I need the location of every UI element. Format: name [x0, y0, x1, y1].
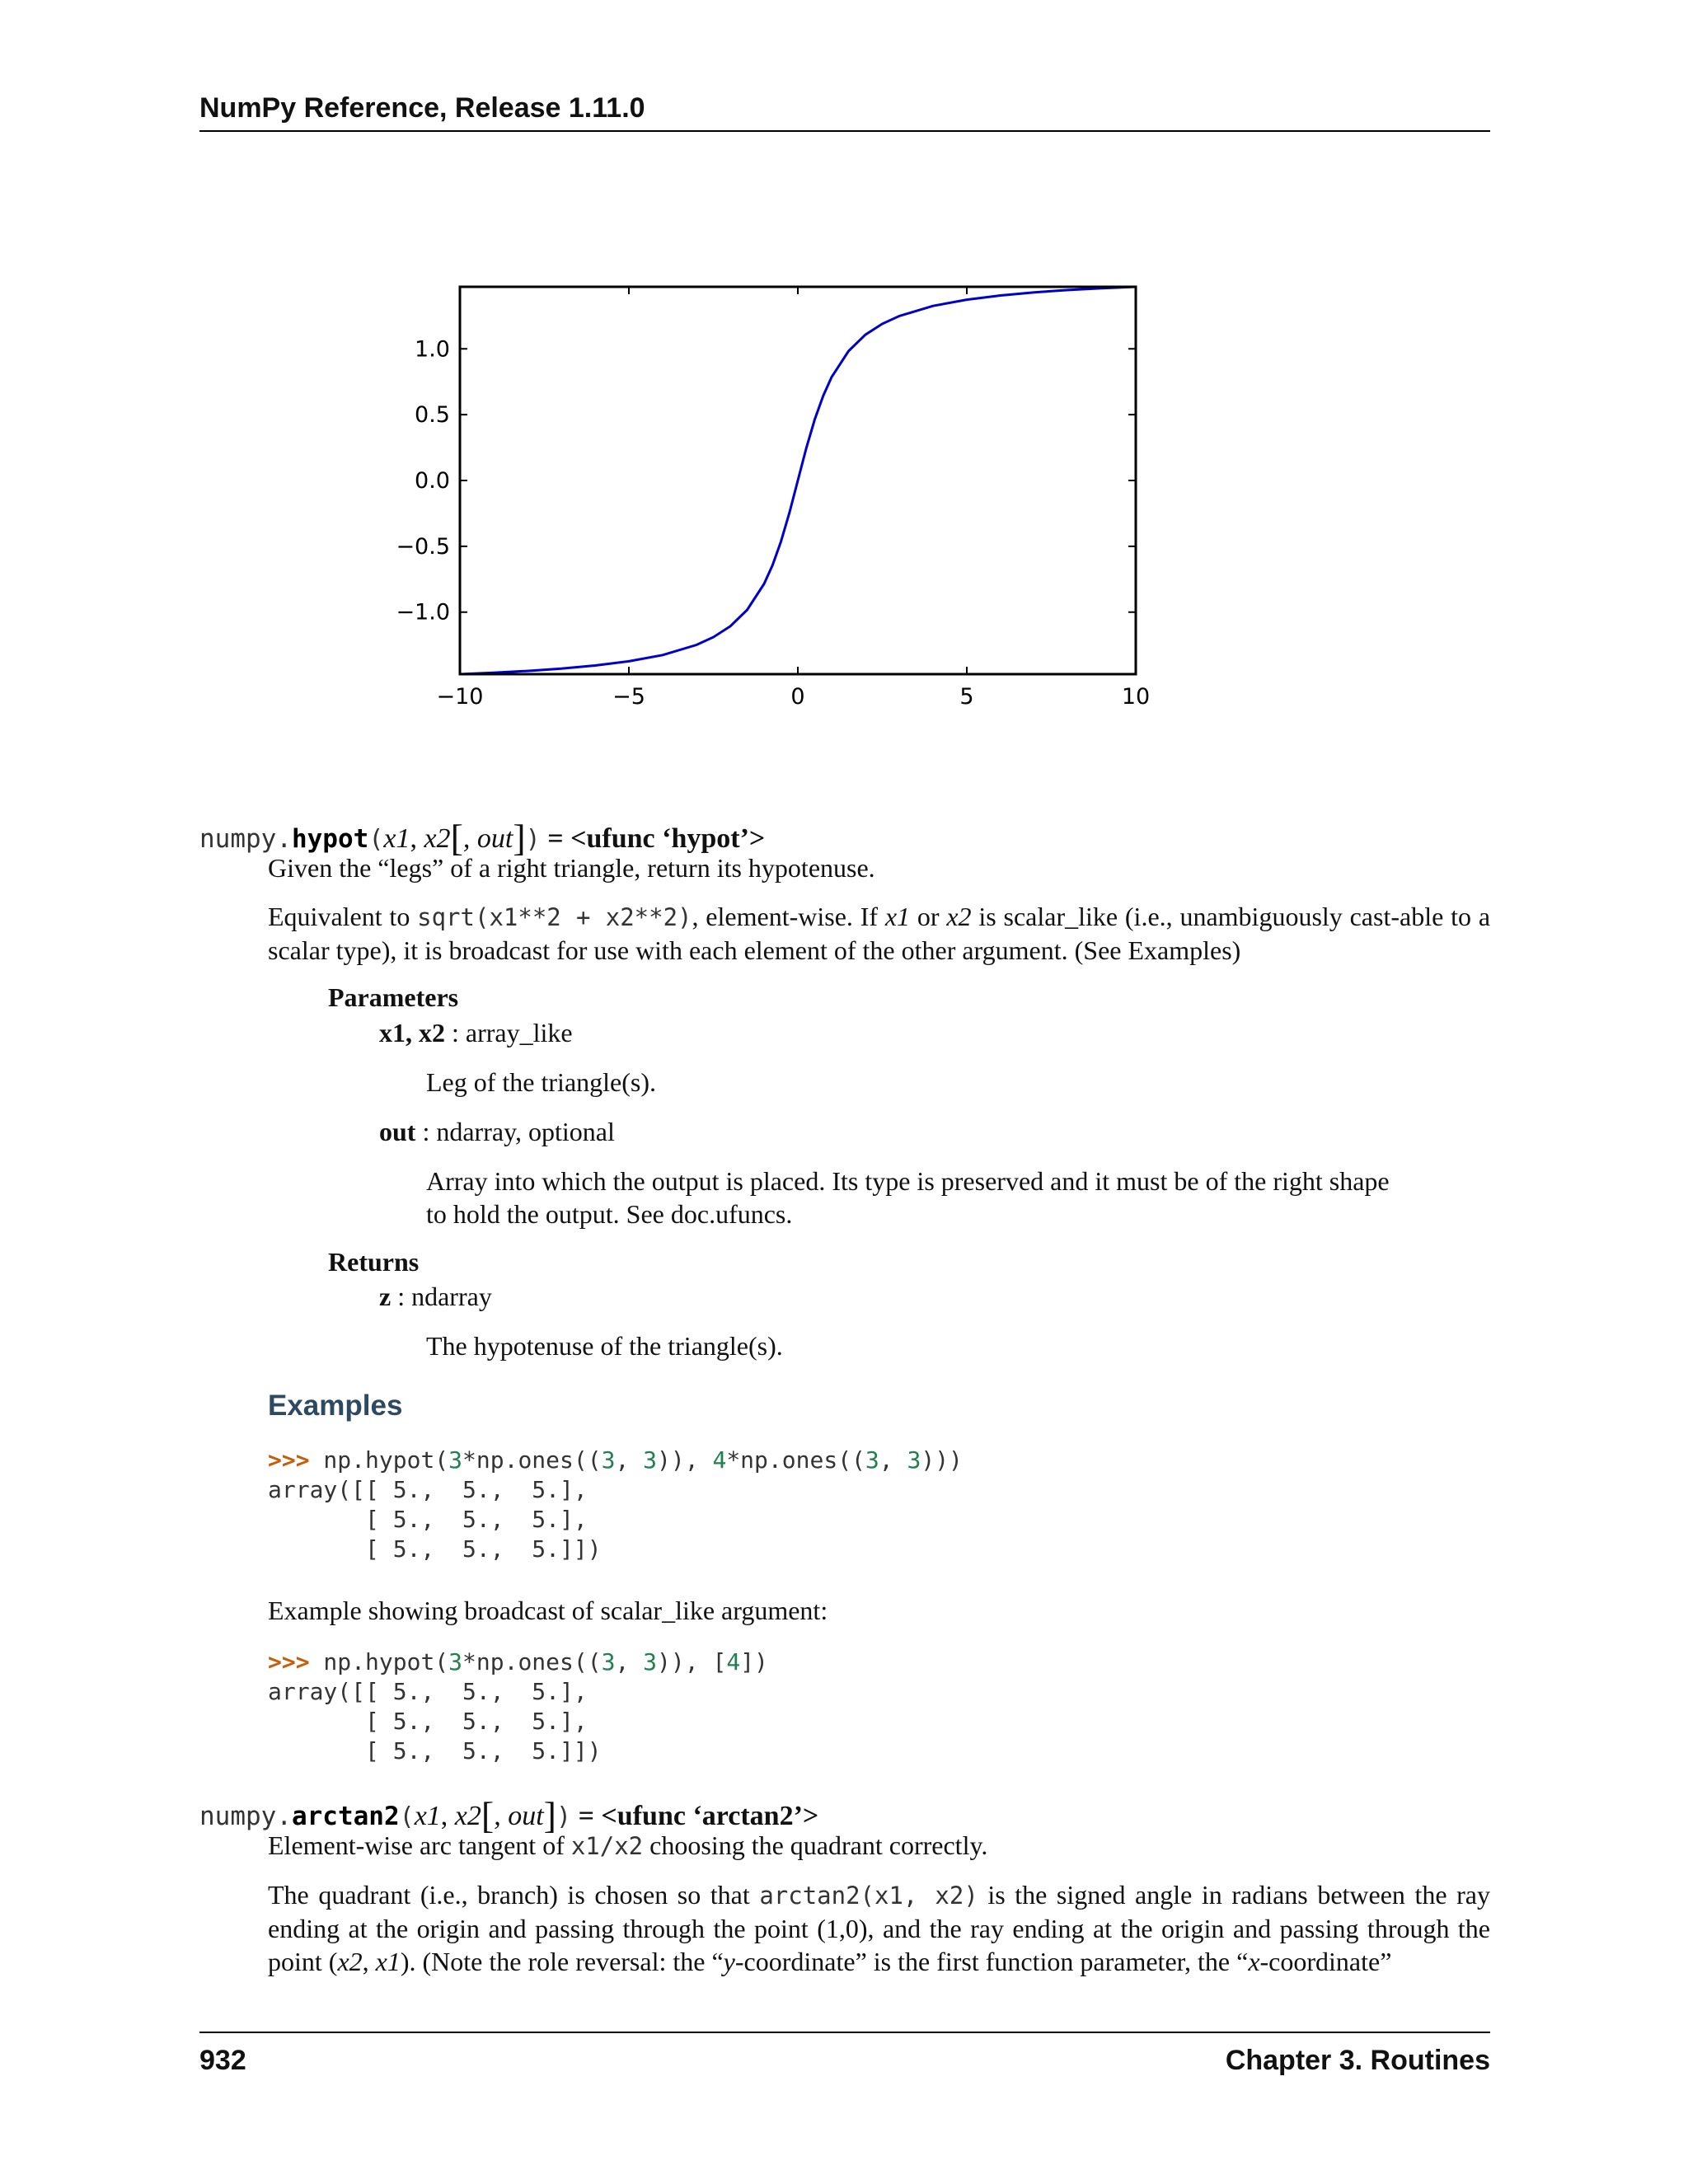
hypot-open-bracket: [ [450, 817, 463, 859]
hypot-desc-x2: x2 [946, 902, 972, 931]
arctan2-desc-text-4: ). (Note the role reversal: the “ [400, 1947, 724, 1976]
return-z-desc: The hypotenuse of the triangle(s). [426, 1331, 783, 1361]
x-tick-label: 5 [959, 684, 974, 710]
arctan2-desc-text-5: -coordinate” is the first function parameter, the “ [734, 1947, 1249, 1976]
y-tick-label: 0.5 [415, 402, 450, 429]
arctan2-desc-x: x [1248, 1947, 1260, 1976]
arctan-plot [387, 272, 1162, 725]
arctan2-description [268, 1878, 1490, 1978]
y-tick-label: 0.0 [415, 468, 450, 494]
hypot-module: numpy. [199, 824, 292, 854]
hypot-desc-code: sqrt(x1**2 + x2**2) [417, 903, 692, 931]
code-number: 3 [643, 1446, 658, 1474]
code-number: 4 [726, 1648, 741, 1675]
param-x1-x2 [379, 1016, 573, 1049]
y-tick-label: −0.5 [396, 533, 450, 560]
x-tick-label: 0 [790, 684, 805, 710]
y-tick-label: 1.0 [415, 336, 450, 363]
code-output-line: [ 5., 5., 5.], [268, 1708, 588, 1735]
arctan2-summary-text-2: choosing the quadrant correctly. [643, 1830, 988, 1860]
code-text: ))) [921, 1446, 963, 1474]
hypot-open-paren: ( [368, 825, 384, 854]
arctan2-desc-y: y [723, 1947, 735, 1976]
code-text: *np.ones(( [726, 1446, 865, 1474]
hypot-param-out: , out [462, 823, 513, 854]
arctan2-open-bracket: [ [481, 1794, 495, 1836]
hypot-summary: Given the “legs” of a right triangle, return its hypotenuse. [268, 853, 875, 883]
code-number: 3 [907, 1446, 921, 1474]
arctan2-summary-code: x1/x2 [570, 1832, 644, 1860]
y-tick-label: −1.0 [396, 599, 450, 626]
code-text: , [615, 1446, 644, 1474]
example-2-code [268, 1647, 768, 1766]
arctan2-param-x2: x2 [454, 1801, 481, 1831]
code-text: )), [ [657, 1648, 727, 1675]
code-output-line: [ 5., 5., 5.]]) [268, 1737, 602, 1765]
arctan2-param-out: , out [494, 1801, 544, 1831]
hypot-description [268, 900, 1490, 967]
param-out-type: : ndarray, optional [415, 1117, 615, 1146]
arctan2-desc-text-2: is the signed angle in radians between the ray ending at the origin and passing through the point (1,0), and the ray ending at the origin and passing through the point ( [268, 1880, 1491, 1976]
code-output-line: array([[ 5., 5., 5.], [268, 1476, 588, 1503]
arctan2-desc-text-1: The quadrant (i.e., branch) is chosen so that [268, 1880, 760, 1910]
return-z-type: : ndarray [391, 1282, 492, 1311]
arctan2-ufunc-label: = <ufunc ‘arctan2’> [571, 1801, 819, 1831]
code-number: 3 [448, 1446, 463, 1474]
param-out [379, 1115, 615, 1148]
code-output-line: [ 5., 5., 5.]]) [268, 1535, 602, 1563]
arctan2-summary-text-1: Element-wise arc tangent of [268, 1830, 571, 1860]
code-number: 3 [601, 1446, 616, 1474]
param-x1-x2-type: : array_like [445, 1018, 573, 1047]
arctan2-close-bracket: ] [543, 1794, 556, 1836]
code-text: np.hypot( [309, 1446, 449, 1474]
arctan2-open-paren: ( [399, 1802, 415, 1831]
parameters-heading: Parameters [328, 982, 459, 1012]
broadcast-example-text: Example showing broadcast of scalar_like argument: [268, 1596, 828, 1625]
hypot-function-name: hypot [291, 824, 369, 854]
return-z [379, 1280, 492, 1313]
code-text: , [615, 1648, 644, 1675]
hypot-desc-text-3: or [910, 902, 947, 931]
x-tick-label: 10 [1121, 684, 1151, 710]
arctan2-summary [268, 1829, 1490, 1863]
param-x1-x2-name: x1, x2 [379, 1018, 445, 1047]
chapter-label: Chapter 3. Routines [1225, 2045, 1490, 2076]
param-out-name: out [379, 1117, 416, 1146]
code-output-line: [ 5., 5., 5.], [268, 1506, 588, 1533]
page-number: 932 [199, 2045, 246, 2076]
arctan2-desc-x1: x1 [375, 1947, 401, 1976]
code-prompt: >>> [268, 1648, 310, 1675]
code-text: , [879, 1446, 907, 1474]
hypot-desc-text-4: is scalar_like (i.e., unambiguously cast-able to a scalar type), it is broadcast for use with each element of the other argument. (See Examples) [268, 902, 1491, 965]
code-text: *np.ones(( [462, 1648, 602, 1675]
arctan2-desc-text-6: -coordinate” [1259, 1947, 1392, 1976]
param-out-desc: Array into which the output is placed. Its type is preserved and it must be of the right shape to hold the output. See doc.ufuncs. [426, 1166, 1390, 1229]
arctan2-desc-code: arctan2(x1, x2) [759, 1882, 978, 1910]
param-x1-x2-desc: Leg of the triangle(s). [426, 1067, 656, 1097]
code-text: np.hypot( [309, 1648, 449, 1675]
hypot-desc-text-2: , element-wise. If [692, 902, 885, 931]
arctan2-close-paren: ) [556, 1802, 572, 1831]
arctan2-comma: , [440, 1801, 455, 1831]
arctan2-desc-x2: x2 [337, 1947, 363, 1976]
returns-heading: Returns [328, 1247, 420, 1277]
arctan2-function-name: arctan2 [291, 1802, 400, 1831]
plot-svg [387, 272, 1162, 725]
hypot-ufunc-label: = <ufunc ‘hypot’> [540, 823, 766, 854]
example-1-code [268, 1446, 963, 1564]
hypot-desc-x1: x1 [884, 902, 911, 931]
code-number: 3 [448, 1648, 463, 1675]
code-text: *np.ones(( [462, 1446, 602, 1474]
code-output-line: array([[ 5., 5., 5.], [268, 1678, 588, 1705]
arctan2-module: numpy. [199, 1802, 292, 1831]
code-number: 4 [712, 1446, 727, 1474]
series-line [460, 287, 1136, 674]
running-header-title: NumPy Reference, Release 1.11.0 [199, 92, 645, 124]
footer-rule [199, 2032, 1490, 2033]
hypot-comma: , [410, 823, 424, 854]
header-rule [199, 130, 1490, 132]
return-z-name: z [379, 1282, 392, 1311]
hypot-close-bracket: ] [513, 817, 526, 859]
code-prompt: >>> [268, 1446, 310, 1474]
arctan2-desc-text-3: , [362, 1947, 376, 1976]
hypot-param-x2: x2 [424, 823, 451, 854]
code-text: )), [657, 1446, 713, 1474]
code-number: 3 [601, 1648, 616, 1675]
examples-heading: Examples [268, 1390, 403, 1422]
hypot-param-x1: x1 [383, 823, 410, 854]
x-tick-label: −5 [612, 684, 645, 710]
hypot-close-paren: ) [525, 825, 541, 854]
code-number: 3 [865, 1446, 879, 1474]
code-number: 3 [643, 1648, 658, 1675]
x-tick-label: −10 [436, 684, 484, 710]
arctan2-param-x1: x1 [414, 1801, 441, 1831]
hypot-desc-text-1: Equivalent to [268, 902, 418, 931]
code-text: ]) [740, 1648, 768, 1675]
